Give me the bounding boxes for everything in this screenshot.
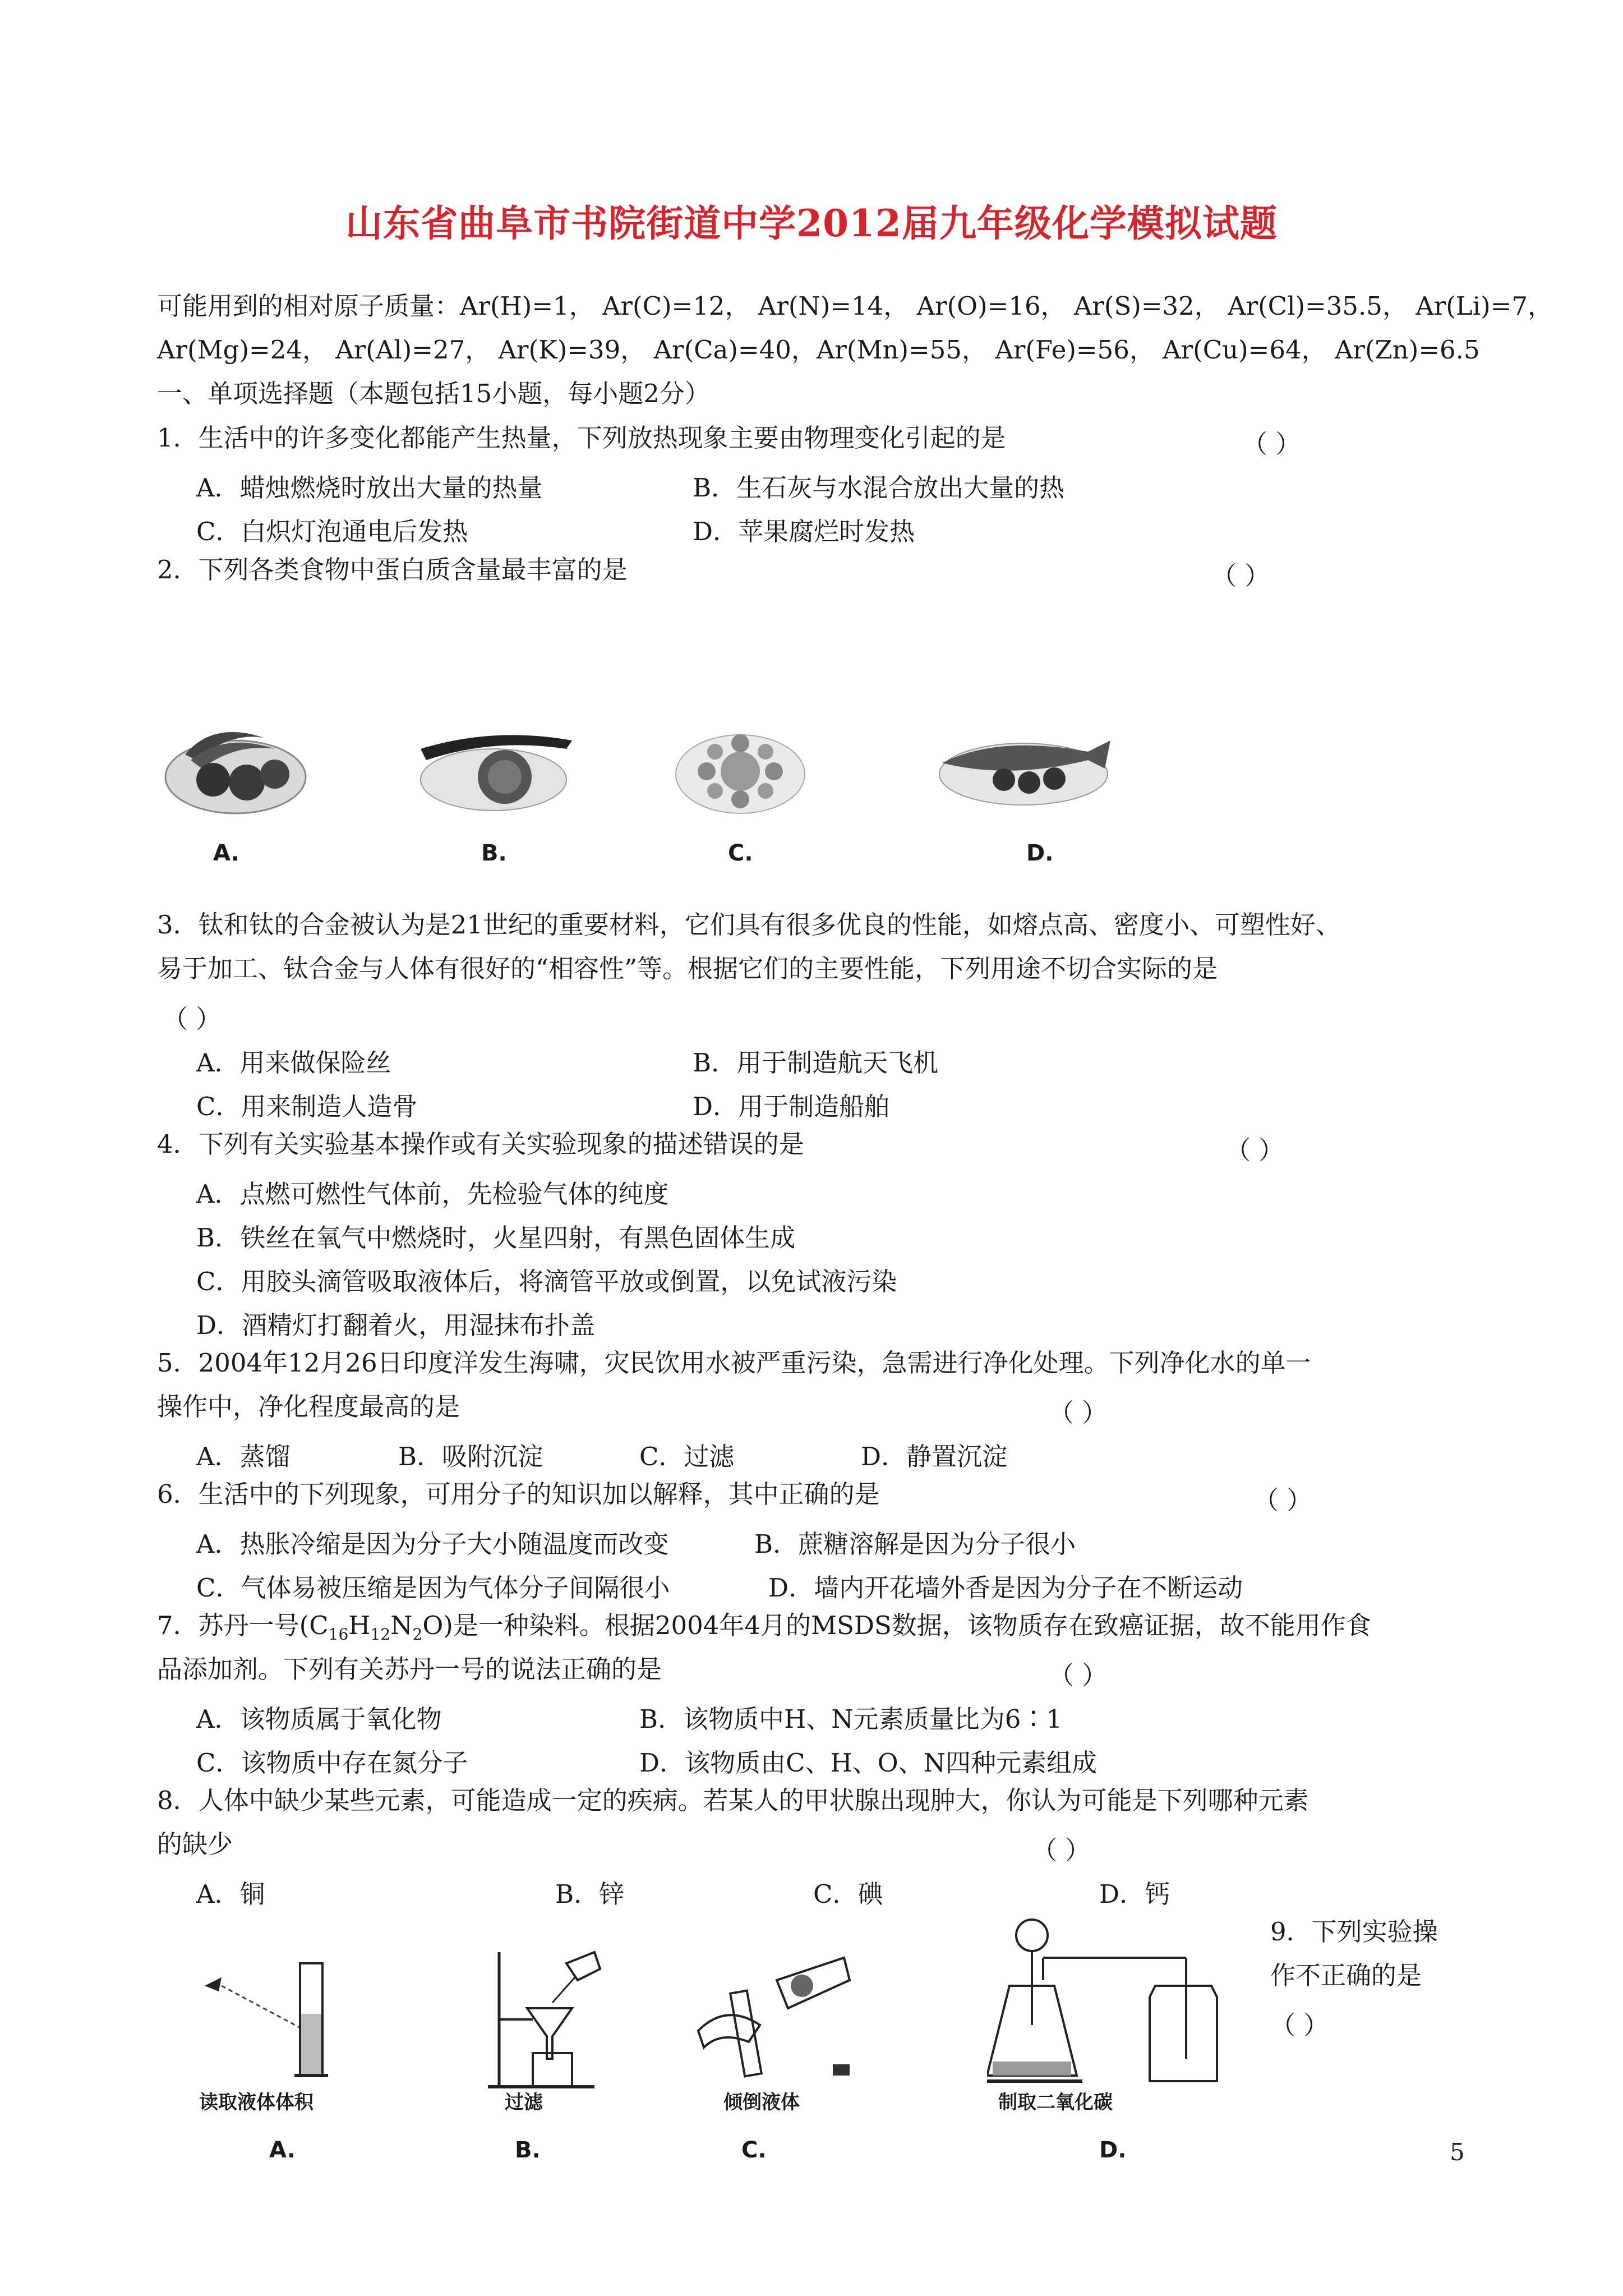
q4-option-a: A．点燃可燃性气体前，先检验气体的纯度 — [196, 1179, 669, 1209]
grain-plate-image — [673, 721, 808, 816]
q4-option-c: C．用胶头滴管吸取液体后，将滴管平放或倒置，以免试液污染 — [196, 1267, 897, 1296]
q8-option-a: A．铜 — [196, 1879, 265, 1909]
page-number: 5 — [1450, 2138, 1465, 2166]
q4-option-b: B．铁丝在氧气中燃烧时，火星四射，有黑色固体生成 — [196, 1223, 796, 1253]
q9-caption-b: 过滤 — [505, 2091, 543, 2114]
q5-option-d: D．静置沉淀 — [861, 1442, 1008, 1471]
q1-option-b: B．生石灰与水混合放出大量的热 — [693, 473, 1065, 503]
q3-answer-paren: （ ） — [163, 1004, 222, 1034]
q7-option-a: A．该物质属于氧化物 — [196, 1704, 442, 1734]
q7-option-d: D．该物质由C、H、O、N四种元素组成 — [639, 1748, 1098, 1778]
fruit-plate-image — [163, 715, 308, 816]
q2-stem: 2．下列各类食物中蛋白质含量最丰富的是 — [157, 555, 628, 585]
q5-stem-line-2: 操作中，净化程度最高的是 — [157, 1392, 460, 1421]
q4-answer-paren: （ ） — [1225, 1135, 1284, 1165]
q6-answer-paren: （ ） — [1253, 1485, 1312, 1515]
q2-label-d: D. — [1026, 840, 1054, 866]
section-heading: 一、单项选择题（本题包括15小题，每小题2分） — [157, 379, 710, 408]
q8-stem-line-1: 8．人体中缺少某些元素，可能造成一定的疾病。若某人的甲状腺出现肿大，你认为可能是下列哪种元素 — [157, 1786, 1309, 1815]
q9-label-b: B. — [515, 2137, 541, 2163]
q1-option-d: D．苹果腐烂时发热 — [693, 517, 915, 546]
q5-option-c: C．过滤 — [639, 1442, 735, 1471]
q7-stem-line-1 — [157, 1611, 1371, 1649]
q9-caption-d: 制取二氧化碳 — [998, 2091, 1113, 2114]
q2-label-c: C. — [728, 840, 753, 866]
q6-option-c: C．气体易被压缩是因为气体分子间隔很小 — [196, 1573, 670, 1603]
q3-option-d: D．用于制造船舶 — [693, 1092, 890, 1121]
q3-stem-line-2: 易于加工、钛合金与人体有很好的“相容性”等。根据它们的主要性能，下列用途不切合实际的是 — [157, 954, 1218, 983]
q3-option-a: A．用来做保险丝 — [196, 1048, 391, 1078]
q5-option-b: B．吸附沉淀 — [398, 1442, 543, 1471]
q9-caption-c: 倾倒液体 — [723, 2091, 800, 2114]
q7-option-c: C．该物质中存在氮分子 — [196, 1748, 468, 1778]
q5-stem-line-1: 5．2004年12月26日印度洋发生海啸，灾民饮用水被严重污染，急需进行净化处理。下列净化水的单一 — [157, 1348, 1311, 1378]
q9-answer-paren: （ ） — [1270, 2010, 1329, 2040]
q8-option-b: B．锌 — [555, 1879, 625, 1909]
q3-stem-line-1: 3．钛和钛的合金被认为是21世纪的重要材料，它们具有很多优良的性能，如熔点高、密度小、可塑性好、 — [157, 910, 1341, 940]
page-title: 山东省曲阜市书院街道中学2012届九年级化学模拟试题 — [345, 201, 1278, 245]
q2-label-b: B. — [481, 840, 507, 866]
q2-answer-paren: （ ） — [1211, 561, 1270, 591]
co2-generator-image — [987, 1913, 1228, 2092]
q7-stem-pre: 7．苏丹一号 — [157, 1611, 299, 1640]
q7-option-b: B．该物质中H、N元素质量比为6∶1 — [639, 1704, 1062, 1734]
q9-stem-line-1: 9．下列实验操 — [1270, 1917, 1438, 1947]
q5-answer-paren: （ ） — [1049, 1398, 1108, 1428]
q9-caption-a: 读取液体体积 — [199, 2091, 313, 2114]
q4-stem: 4．下列有关实验基本操作或有关实验现象的描述错误的是 — [157, 1129, 804, 1159]
q6-option-a: A．热胀冷缩是因为分子大小随温度而改变 — [196, 1529, 669, 1559]
vegetable-plate-image — [409, 715, 578, 816]
fish-plate-image — [931, 712, 1116, 813]
atomic-mass-line-2 — [157, 335, 1480, 365]
pouring-liquid-image — [681, 1947, 861, 2092]
q8-option-d: D．钙 — [1099, 1879, 1170, 1909]
q7-stem-post: 是一种染料。根据2004年4月的MSDS数据，该物质存在致癌证据，故不能用作食 — [453, 1611, 1371, 1640]
q7-formula: $(C_{16}H_{12}N_2O)$ — [299, 1611, 453, 1644]
q8-stem-line-2: 的缺少 — [157, 1829, 233, 1859]
q1-option-a: A．蜡烛燃烧时放出大量的热量 — [196, 473, 543, 503]
q7-stem-line-2: 品添加剂。下列有关苏丹一号的说法正确的是 — [157, 1654, 662, 1684]
q2-label-a: A. — [213, 840, 239, 866]
q9-label-a: A. — [269, 2137, 296, 2163]
atomic-mass-text-1: 可能用到的相对原子质量：Ar(H)=1， Ar(C)=12， Ar(N)=14， Ar(O)=16， Ar(S)=32， Ar(Cl)=35.5， Ar(Li)=7， — [157, 291, 1553, 321]
q1-stem: 1．生活中的许多变化都能产生热量，下列放热现象主要由物理变化引起的是 — [157, 423, 1006, 453]
q9-label-d: D. — [1099, 2137, 1127, 2163]
atomic-mass-text-2: Ar(Mg)=24， Ar(Al)=27， Ar(K)=39， Ar(Ca)=40，Ar(Mn)=55， Ar(Fe)=56， Ar(Cu)=64， Ar(Zn)=6.5 — [157, 335, 1480, 365]
q7-answer-paren: （ ） — [1049, 1660, 1108, 1690]
q1-answer-paren: （ ） — [1242, 429, 1301, 459]
filtration-apparatus-image — [482, 1947, 617, 2092]
q8-option-c: C．碘 — [813, 1879, 883, 1909]
q4-option-d: D．酒精灯打翻着火，用湿抹布扑盖 — [196, 1310, 596, 1340]
q3-option-b: B．用于制造航天飞机 — [693, 1048, 939, 1078]
q9-stem-line-2: 作不正确的是 — [1270, 1961, 1422, 1990]
q5-option-a: A．蒸馏 — [196, 1442, 291, 1471]
q1-option-c: C．白炽灯泡通电后发热 — [196, 517, 468, 546]
q9-label-c: C. — [741, 2137, 767, 2163]
q6-stem: 6．生活中的下列现象，可用分子的知识加以解释，其中正确的是 — [157, 1479, 880, 1509]
q3-option-c: C．用来制造人造骨 — [196, 1092, 418, 1121]
q8-answer-paren: （ ） — [1032, 1835, 1091, 1865]
graduated-cylinder-image — [193, 1947, 373, 2092]
atomic-mass-line-1 — [157, 292, 1553, 321]
q6-option-b: B．蔗糖溶解是因为分子很小 — [754, 1529, 1076, 1559]
q6-option-d: D．墙内开花墙外香是因为分子在不断运动 — [768, 1573, 1243, 1603]
